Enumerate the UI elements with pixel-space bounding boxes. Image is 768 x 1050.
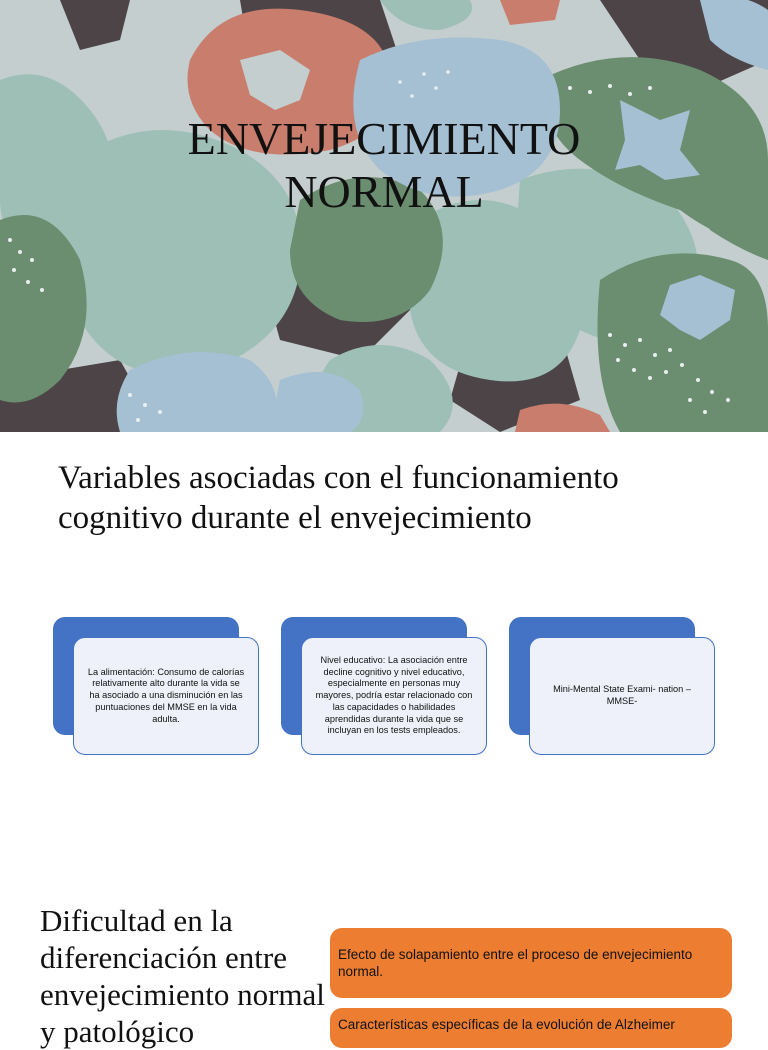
dificultad-title: Dificultad en la diferenciación entre envejecimiento normal y patológico	[40, 903, 325, 1049]
orange-box-alzheimer: Características específicas de la evolución de Alzheimer	[330, 1008, 732, 1048]
variables-title: Variables asociadas con el funcionamiento cognitivo durante el envejecimiento	[58, 460, 619, 536]
slide-title	[0, 112, 768, 218]
orange-box-solapamiento: Efecto de solapamiento entre el proceso de envejecimiento normal.	[330, 928, 732, 998]
slide-title-line-2: NORMAL	[284, 166, 484, 217]
card-text: La alimentación: Consumo de calorías relativamente alto durante la vida se ha asociado a una disminución en las puntuaciones del MMSE en la vida adulta.	[73, 637, 259, 755]
title-slide	[0, 0, 768, 432]
card-text: Mini-Mental State Exami- nation – MMSE-	[529, 637, 715, 755]
dificultad-slide	[0, 880, 768, 1049]
card-text: Nivel educativo: La asociación entre decline cognitivo y nivel educativo, especialmente en personas muy mayores, podría estar relacionado con las capacidades o habilidades aprendidas durante la vida que se incluyan en los tests empleados.	[301, 637, 487, 755]
variables-slide	[0, 432, 768, 880]
slide-title-line-1: ENVEJECIMIENTO	[187, 113, 581, 164]
